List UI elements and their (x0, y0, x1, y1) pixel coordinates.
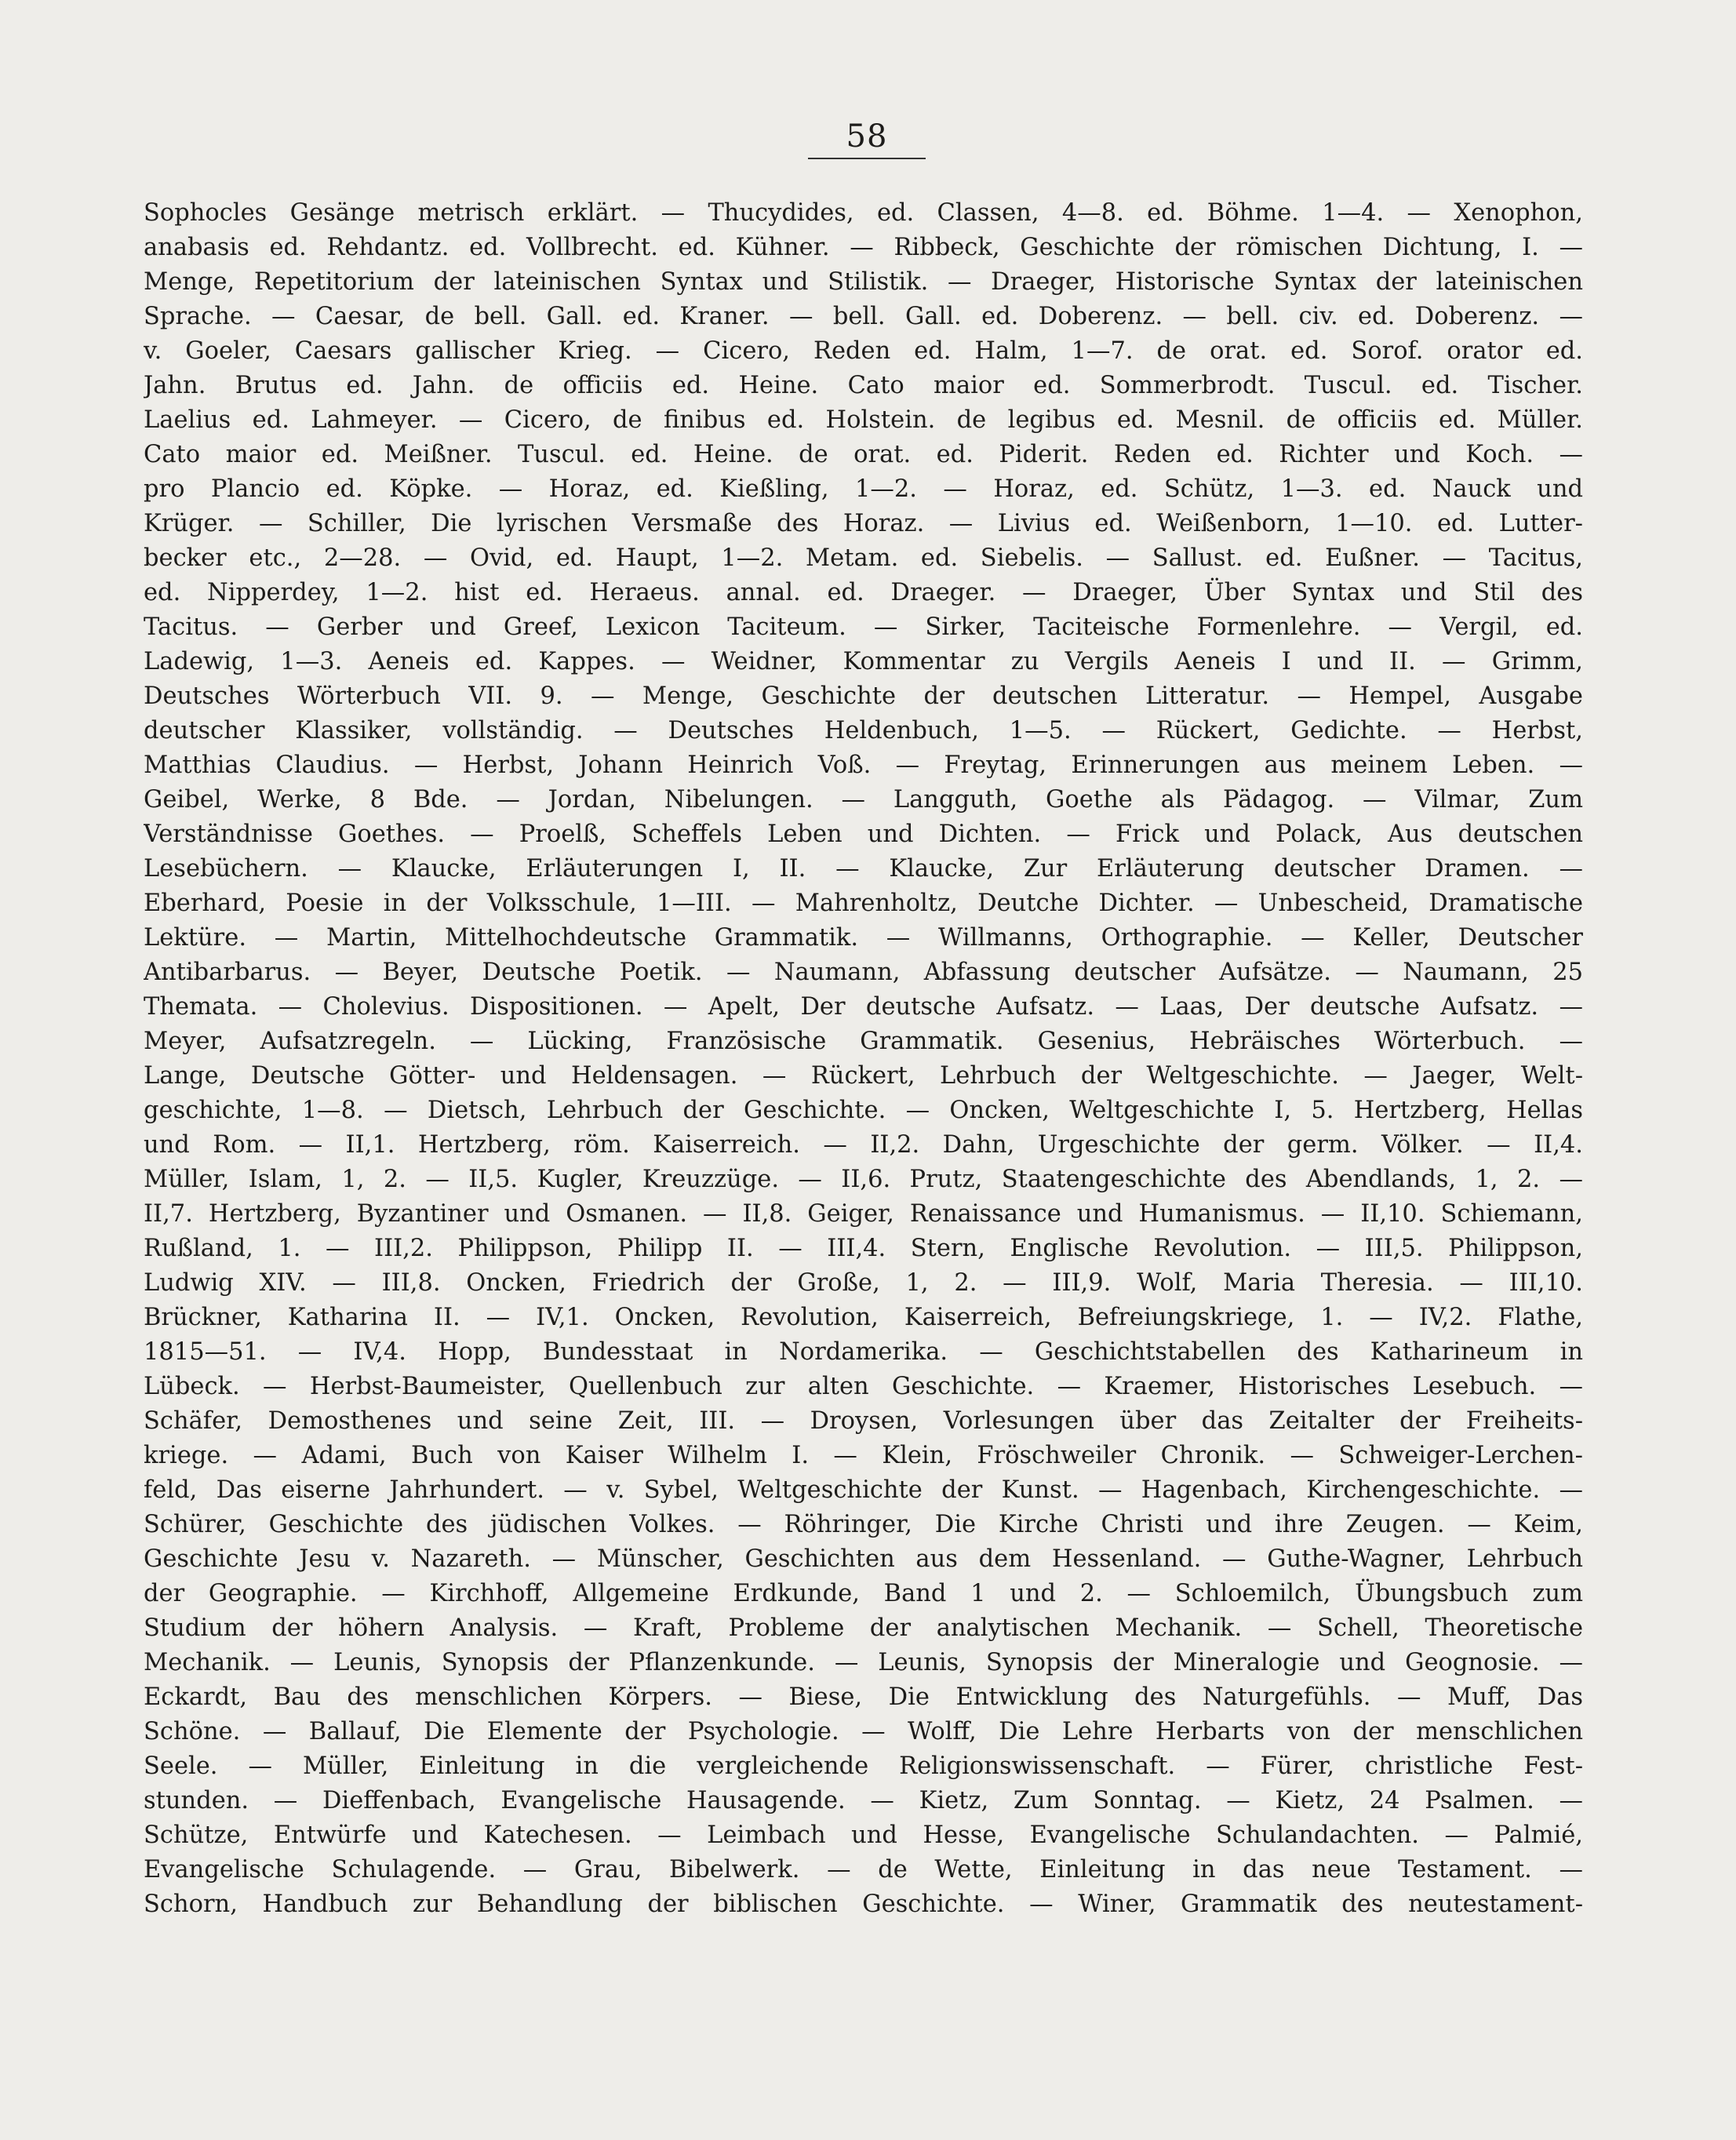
body-text (144, 196, 1583, 1922)
text-line: kriege. — Adami, Buch von Kaiser Wilhelm I. — Klein, Fröschweiler Chronik. — Schweiger-Lerchen- (144, 1442, 1583, 1469)
text-line: feld, Das eiserne Jahrhundert. — v. Sybel, Weltgeschichte der Kunst. — Hagenbach, Kirchengeschichte. — (144, 1476, 1583, 1504)
text-line: geschichte, 1—8. — Dietsch, Lehrbuch der Geschichte. — Oncken, Weltgeschichte I, 5. Hertzberg, Hellas (144, 1097, 1583, 1124)
text-line: II,7. Hertzberg, Byzantiner und Osmanen. — II,8. Geiger, Renaissance und Humanismus. — II,10. Schiemann, (144, 1200, 1583, 1228)
text-line: Krüger. — Schiller, Die lyrischen Versmaße des Horaz. — Livius ed. Weißenborn, 1—10. ed. Lutter- (144, 510, 1583, 537)
text-line: Ludwig XIV. — III,8. Oncken, Friedrich der Große, 1, 2. — III,9. Wolf, Maria Theresia. — III,10. (144, 1269, 1583, 1297)
text-line: Geschichte Jesu v. Nazareth. — Münscher, Geschichten aus dem Hessenland. — Guthe-Wagner, Lehrbuch (144, 1545, 1583, 1573)
text-line: Rußland, 1. — III,2. Philippson, Philipp II. — III,4. Stern, Englische Revolution. — III,5. Philippson, (144, 1235, 1583, 1262)
text-line: Tacitus. — Gerber und Greef, Lexicon Taciteum. — Sirker, Taciteische Formenlehre. — Vergil, ed. (144, 613, 1583, 641)
text-line: Eberhard, Poesie in der Volksschule, 1—III. — Mahrenholtz, Deutche Dichter. — Unbescheid, Dramatische (144, 890, 1583, 917)
text-line: Lesebüchern. — Klaucke, Erläuterungen I, II. — Klaucke, Zur Erläuterung deutscher Dramen. — (144, 855, 1583, 883)
text-line: Sprache. — Caesar, de bell. Gall. ed. Kraner. — bell. Gall. ed. Doberenz. — bell. civ. ed. Doberenz. — (144, 303, 1583, 330)
text-line: Cato maior ed. Meißner. Tuscul. ed. Heine. de orat. ed. Piderit. Reden ed. Richter und Koch. — (144, 441, 1583, 468)
text-line: Schäfer, Demosthenes und seine Zeit, III. — Droysen, Vorlesungen über das Zeitalter der Freiheits- (144, 1407, 1583, 1435)
text-line: Lübeck. — Herbst-Baumeister, Quellenbuch zur alten Geschichte. — Kraemer, Historisches Lesebuch. — (144, 1373, 1583, 1400)
text-line: Seele. — Müller, Einleitung in die vergleichende Religionswissenschaft. — Fürer, christliche Fest- (144, 1752, 1583, 1780)
text-line: Verständnisse Goethes. — Proelß, Scheffels Leben und Dichten. — Frick und Polack, Aus deutschen (144, 821, 1583, 848)
text-line: Mechanik. — Leunis, Synopsis der Pflanzenkunde. — Leunis, Synopsis der Mineralogie und Geognosie. — (144, 1649, 1583, 1676)
text-line: Sophocles Gesänge metrisch erklärt. — Thucydides, ed. Classen, 4—8. ed. Böhme. 1—4. — Xenophon, (144, 199, 1583, 227)
text-line: Schorn, Handbuch zur Behandlung der biblischen Geschichte. — Winer, Grammatik des neutestament- (144, 1891, 1583, 1918)
text-line: Antibarbarus. — Beyer, Deutsche Poetik. — Naumann, Abfassung deutscher Aufsätze. — Naumann, 25 (144, 959, 1583, 986)
text-line: Jahn. Brutus ed. Jahn. de officiis ed. Heine. Cato maior ed. Sommerbrodt. Tuscul. ed. Tischer. (144, 372, 1583, 399)
text-line: Schütze, Entwürfe und Katechesen. — Leimbach und Hesse, Evangelische Schulandachten. — Palmié, (144, 1822, 1583, 1849)
text-line: Matthias Claudius. — Herbst, Johann Heinrich Voß. — Freytag, Erinnerungen aus meinem Leben. — (144, 752, 1583, 779)
text-line: Brückner, Katharina II. — IV,1. Oncken, Revolution, Kaiserreich, Befreiungskriege, 1. — IV,2. Flathe, (144, 1304, 1583, 1331)
text-line: Müller, Islam, 1, 2. — II,5. Kugler, Kreuzzüge. — II,6. Prutz, Staatengeschichte des Abendlands, 1, 2. — (144, 1166, 1583, 1193)
text-line: 1815—51. — IV,4. Hopp, Bundesstaat in Nordamerika. — Geschichtstabellen des Katharineum in (144, 1338, 1583, 1366)
text-line: Lektüre. — Martin, Mittelhochdeutsche Grammatik. — Willmanns, Orthographie. — Keller, Deutscher (144, 924, 1583, 952)
text-line: Laelius ed. Lahmeyer. — Cicero, de finibus ed. Holstein. de legibus ed. Mesnil. de officiis ed. Müller. (144, 406, 1583, 434)
text-line: Themata. — Cholevius. Dispositionen. — Apelt, Der deutsche Aufsatz. — Laas, Der deutsche Aufsatz. — (144, 993, 1583, 1021)
text-line: Ladewig, 1—3. Aeneis ed. Kappes. — Weidner, Kommentar zu Vergils Aeneis I und II. — Grimm, (144, 648, 1583, 675)
text-line: Geibel, Werke, 8 Bde. — Jordan, Nibelungen. — Langguth, Goethe als Pädagog. — Vilmar, Zum (144, 786, 1583, 813)
text-line: und Rom. — II,1. Hertzberg, röm. Kaiserreich. — II,2. Dahn, Urgeschichte der germ. Völker. — II,4. (144, 1131, 1583, 1159)
text-line: becker etc., 2—28. — Ovid, ed. Haupt, 1—2. Metam. ed. Siebelis. — Sallust. ed. Eußner. — Tacitus, (144, 544, 1583, 572)
text-line: deutscher Klassiker, vollständig. — Deutsches Heldenbuch, 1—5. — Rückert, Gedichte. — Herbst, (144, 717, 1583, 744)
text-line: der Geographie. — Kirchhoff, Allgemeine Erdkunde, Band 1 und 2. — Schloemilch, Übungsbuch zum (144, 1580, 1583, 1607)
text-line: Deutsches Wörterbuch VII. 9. — Menge, Geschichte der deutschen Litteratur. — Hempel, Ausgabe (144, 682, 1583, 710)
text-line: stunden. — Dieffenbach, Evangelische Hausagende. — Kietz, Zum Sonntag. — Kietz, 24 Psalmen. — (144, 1787, 1583, 1814)
text-line: Menge, Repetitorium der lateinischen Syntax und Stilistik. — Draeger, Historische Syntax der lateinischen (144, 268, 1583, 296)
text-line: Lange, Deutsche Götter- und Heldensagen. — Rückert, Lehrbuch der Weltgeschichte. — Jaeger, Welt- (144, 1062, 1583, 1090)
page-number: 58 (846, 118, 888, 155)
page-number-underline (808, 158, 926, 159)
text-line: Studium der höhern Analysis. — Kraft, Probleme der analytischen Mechanik. — Schell, Theoretische (144, 1614, 1583, 1642)
text-line: Schöne. — Ballauf, Die Elemente der Psychologie. — Wolff, Die Lehre Herbarts von der menschlichen (144, 1718, 1583, 1745)
text-line: Evangelische Schulagende. — Grau, Bibelwerk. — de Wette, Einleitung in das neue Testament. — (144, 1856, 1583, 1883)
text-line: v. Goeler, Caesars gallischer Krieg. — Cicero, Reden ed. Halm, 1—7. de orat. ed. Sorof. orator ed. (144, 337, 1583, 365)
text-line: Meyer, Aufsatzregeln. — Lücking, Französische Grammatik. Gesenius, Hebräisches Wörterbuch. — (144, 1028, 1583, 1055)
text-line: ed. Nipperdey, 1—2. hist ed. Heraeus. annal. ed. Draeger. — Draeger, Über Syntax und Stil des (144, 579, 1583, 606)
text-line: pro Plancio ed. Köpke. — Horaz, ed. Kießling, 1—2. — Horaz, ed. Schütz, 1—3. ed. Nauck und (144, 475, 1583, 503)
text-line: Eckardt, Bau des menschlichen Körpers. — Biese, Die Entwicklung des Naturgefühls. — Muff, Das (144, 1683, 1583, 1711)
text-line: anabasis ed. Rehdantz. ed. Vollbrecht. ed. Kühner. — Ribbeck, Geschichte der römischen Dichtung, I. — (144, 234, 1583, 261)
text-line: Schürer, Geschichte des jüdischen Volkes. — Röhringer, Die Kirche Christi und ihre Zeugen. — Keim, (144, 1511, 1583, 1538)
